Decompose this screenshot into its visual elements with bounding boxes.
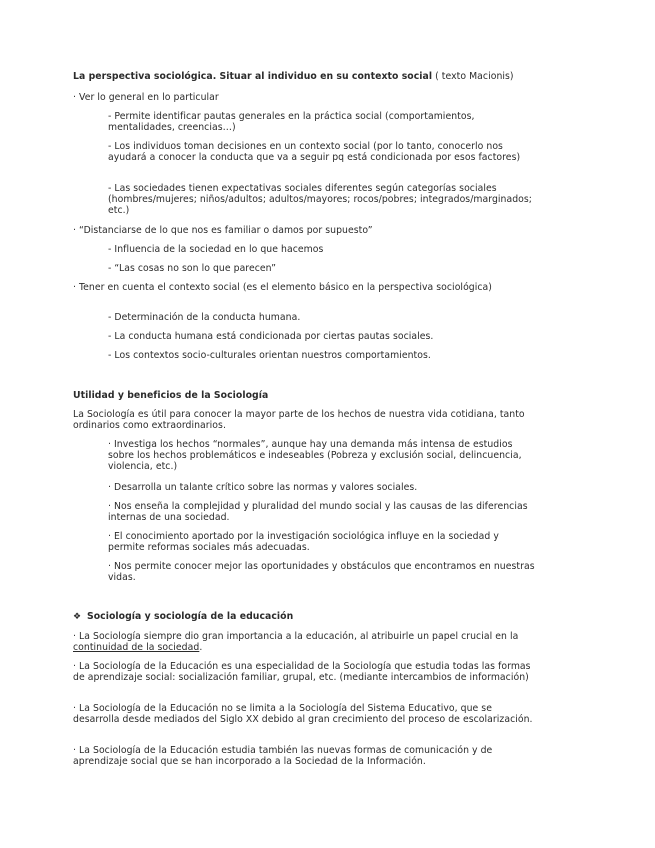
sub-item: - Los contextos socio-culturales orientan nuestros comportamientos. — [108, 350, 431, 361]
list-item: · Investiga los hechos “normales”, aunque hay una demanda más intensa de estudios sobre los hechos problemáticos e indeseables (Pobreza y exclusión social, delincuencia, violencia, etc.) — [108, 439, 522, 473]
section-title — [73, 611, 543, 623]
paragraph-text: · La Sociología siempre dio gran importancia a la educación, al atribuirle un papel crucial en la — [73, 631, 519, 642]
point: · “Distanciarse de lo que nos es familiar o damos por supuesto” — [73, 225, 373, 236]
list-item: · Nos enseña la complejidad y pluralidad del mundo social y las causas de las diferencias internas de una sociedad. — [108, 501, 528, 524]
section-title: Utilidad y beneficios de la Sociología — [73, 390, 269, 401]
section-title-text: La perspectiva sociológica. Situar al individuo en su contexto social — [73, 71, 433, 82]
intro-paragraph: La Sociología es útil para conocer la mayor parte de los hechos de nuestra vida cotidiana, tanto ordinarios como extraordinarios. — [73, 409, 525, 432]
underlined-phrase: continuidad de la sociedad — [73, 642, 200, 654]
sub-item: - Determinación de la conducta humana. — [108, 312, 301, 323]
sub-item: - Permite identificar pautas generales en la práctica social (comportamientos, mentalidades, creencias…) — [108, 111, 475, 134]
list-item: · Desarrolla un talante crítico sobre las normas y valores sociales. — [108, 482, 418, 493]
sub-item: - Las sociedades tienen expectativas sociales diferentes según categorías sociales (hombres/mujeres; niños/adultos; adultos/mayores; rocos/pobres; integrados/marginados; etc.) — [108, 183, 532, 217]
sub-item: - Los individuos toman decisiones en un contexto social (por lo tanto, conocerlo nos ayudará a conocer la conducta que va a seguir pq está condicionada por esos factores) — [108, 141, 521, 164]
paragraph — [73, 631, 535, 653]
list-item: · Nos permite conocer mejor las oportunidades y obstáculos que encontramos en nuestras vidas. — [108, 561, 535, 584]
sub-item: - “Las cosas no son lo que parecen” — [108, 263, 276, 274]
paragraph: · La Sociología de la Educación no se limita a la Sociología del Sistema Educativo, que se desarrolla desde mediados del Siglo XX debido al gran crecimiento del proceso de escolarización. — [73, 703, 533, 726]
paragraph-end: . — [199, 642, 203, 654]
sub-item: - La conducta humana está condicionada por ciertas pautas sociales. — [108, 331, 434, 342]
list-item: · El conocimiento aportado por la investigación sociológica influye en la sociedad y permite reformas sociales más adecuadas. — [108, 531, 499, 554]
sub-item: - Influencia de la sociedad en lo que hacemos — [108, 244, 324, 255]
section-title — [73, 71, 543, 82]
diamond-bullet-icon: ❖ — [73, 612, 82, 622]
paragraph: · La Sociología de la Educación es una especialidad de la Sociología que estudia todas las formas de aprendizaje social: socialización familiar, grupal, etc. (mediante intercambios de información) — [73, 661, 531, 684]
paragraph: · La Sociología de la Educación estudia también las nuevas formas de comunicación y de aprendizaje social que se han incorporado a la Sociedad de la Información. — [73, 745, 493, 768]
point: · Ver lo general en lo particular — [73, 92, 219, 103]
section-title-text: Sociología y sociología de la educación — [87, 611, 294, 622]
point: · Tener en cuenta el contexto social (es el elemento básico en la perspectiva sociológica) — [73, 282, 492, 293]
section-title-source: ( texto Macionis) — [432, 71, 514, 82]
